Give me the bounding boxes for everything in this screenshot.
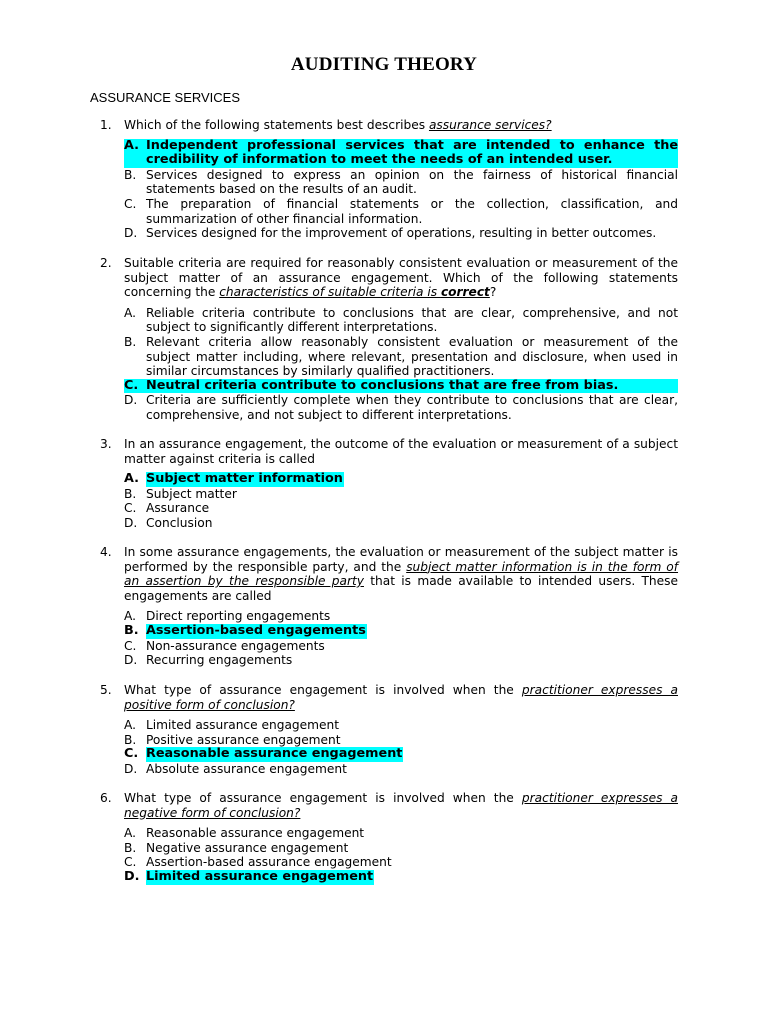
option: B. Subject matter (124, 486, 237, 501)
question-emphasis: practitioner expresses a positive form of conclusion? (124, 683, 678, 712)
option-correct: C. Neutral criteria contribute to conclusions that are free from bias. (124, 379, 678, 394)
question-number: 3. (100, 437, 112, 451)
question-number: 6. (100, 791, 112, 805)
question-text: In an assurance engagement, the outcome of the evaluation or measurement of a subject matter against criteria is called (124, 437, 678, 466)
question-emphasis: characteristics of suitable criteria is (219, 285, 441, 300)
question-4 (100, 545, 678, 668)
option-correct: C. Reasonable assurance engagement (124, 746, 403, 762)
option: C. Non-assurance engagements (124, 638, 325, 653)
option-correct: A. Independent professional services that are intended to enhance the credibility of information to meet the needs of an intended user. (124, 137, 678, 168)
option-correct: A. Subject matter information (124, 471, 343, 487)
option: A. Limited assurance engagement (124, 718, 340, 733)
option: B. Negative assurance engagement (124, 840, 349, 855)
question-1 (100, 118, 678, 241)
option: C. Assurance (124, 501, 210, 516)
options-list (124, 139, 678, 241)
option: D. Services designed for the improvement of operations, resulting in better outcomes. (124, 226, 657, 241)
question-5 (100, 683, 678, 777)
question-number: 1. (100, 118, 112, 132)
option: A. Direct reporting engagements (124, 609, 331, 624)
option: B. Services designed to express an opinion on the fairness of historical financial statements based on the results of an audit. (124, 167, 678, 197)
question-emphasis-bold: correct (440, 285, 490, 300)
question-number: 5. (100, 683, 112, 697)
option: D. Absolute assurance engagement (124, 761, 347, 776)
question-text: Suitable criteria are required for reasonably consistent evaluation or measurement of the subject matter of an assurance engagement. Which of the following statements concerning the characteristics of suitable criteria is correct? (124, 256, 678, 300)
question-text: In some assurance engagements, the evaluation or measurement of the subject matter is performed by the responsible party, and the subject matter information is in the form of an assertion by the responsible party that is made available to intended users. These engagements are called (124, 545, 679, 603)
option: A. Reasonable assurance engagement (124, 826, 365, 841)
page-title: AUDITING THEORY (290, 54, 478, 75)
question-text: What type of assurance engagement is involved when the practitioner expresses a positive form of conclusion? (124, 683, 678, 712)
option: B. Positive assurance engagement (124, 732, 341, 747)
question-number: 2. (100, 256, 112, 270)
question-emphasis: assurance services? (428, 118, 552, 132)
option: C. Assertion-based assurance engagement (124, 855, 392, 870)
question-emphasis: subject matter information is in the form of an assertion by the responsible party (124, 559, 679, 589)
question-2 (100, 256, 678, 423)
question-text: What type of assurance engagement is involved when the practitioner expresses a negative form of conclusion? (124, 791, 678, 820)
question-3 (100, 437, 678, 531)
option: D. Criteria are sufficiently complete when they contribute to conclusions that are clear, comprehensive, and not subject to different interpretations. (124, 393, 678, 422)
options-list (124, 609, 678, 667)
option: B. Relevant criteria allow reasonably consistent evaluation or measurement of the subject matter including, where relevant, presentation and disclosure, when used in similar circumstances by similarly qualified practitioners. (124, 334, 678, 379)
question-text: Which of the following statements best describes assurance services? (124, 118, 552, 132)
section-heading: ASSURANCE SERVICES (90, 90, 241, 105)
option: D. Conclusion (124, 515, 213, 530)
options-list (124, 472, 678, 530)
options-list (124, 306, 678, 423)
question-number: 4. (100, 545, 112, 559)
options-list (124, 826, 678, 884)
options-list (124, 718, 678, 776)
option: A. Reliable criteria contribute to conclusions that are clear, comprehensive, and not subject to significantly different interpretations. (124, 305, 678, 335)
question-emphasis: practitioner expresses a negative form of conclusion? (124, 791, 678, 820)
option: D. Recurring engagements (124, 653, 293, 668)
option-correct: D. Limited assurance engagement (124, 868, 374, 884)
option: C. The preparation of financial statements or the collection, classification, and summarization of other financial information. (124, 196, 678, 226)
question-6 (100, 791, 678, 885)
option-correct: B. Assertion-based engagements (124, 622, 366, 638)
